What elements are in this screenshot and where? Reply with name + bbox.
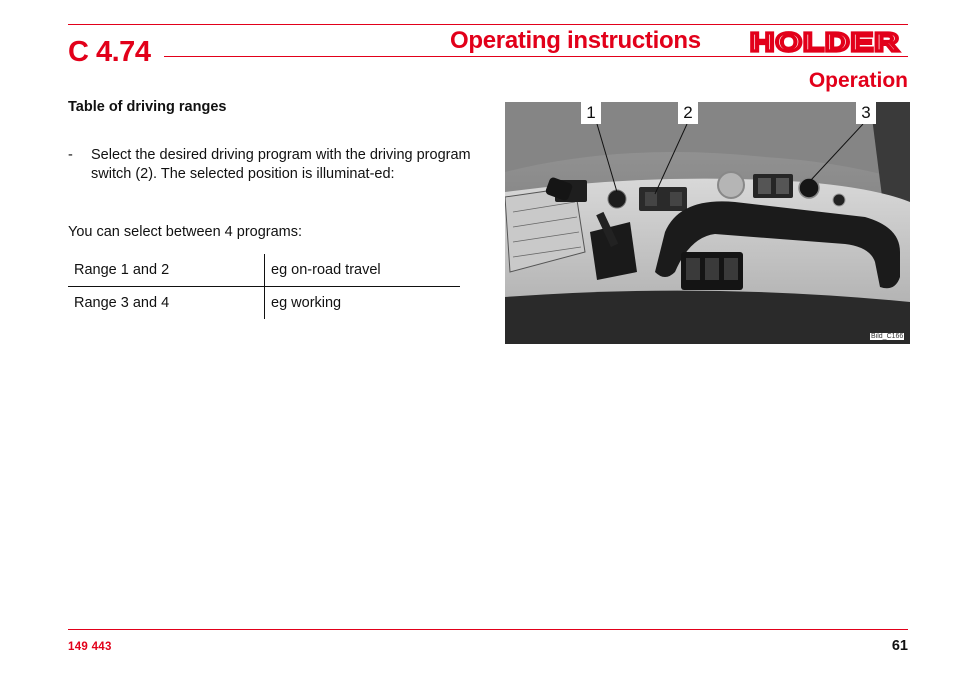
header-top-rule [68, 24, 908, 25]
callout-2: 2 [678, 102, 698, 124]
driving-ranges-table [68, 254, 460, 319]
instruction-item [68, 146, 473, 184]
document-number: 149 443 [68, 641, 112, 653]
table-row [68, 287, 460, 320]
bullet-dash: - [68, 147, 73, 163]
document-title: Operating instructions [450, 27, 701, 54]
use-cell: eg on-road travel [265, 254, 461, 287]
page-number: 61 [891, 638, 908, 654]
photo-caption: Bild_C166 [871, 333, 904, 340]
footer-rule [68, 629, 908, 630]
header-mid-rule [164, 56, 908, 57]
callout-3: 3 [856, 102, 876, 124]
callout-1: 1 [581, 102, 601, 124]
section-title: Operation [808, 69, 908, 92]
holder-logo-text: HOLDER [750, 30, 900, 54]
table-row [68, 254, 460, 287]
instruction-text: Select the desired driving program with the driving program switch (2). The selected position is illuminat-ed: [91, 147, 471, 182]
use-cell: eg working [271, 295, 342, 311]
intro-text: You can select between 4 programs: [68, 224, 303, 240]
range-cell: Range 3 and 4 [68, 287, 265, 320]
range-cell: Range 1 and 2 [68, 254, 265, 287]
cab-controls-photo [505, 102, 910, 344]
table-heading: Table of driving ranges [68, 99, 227, 115]
model-code: C 4.74 [68, 36, 151, 68]
holder-logo [748, 30, 902, 54]
